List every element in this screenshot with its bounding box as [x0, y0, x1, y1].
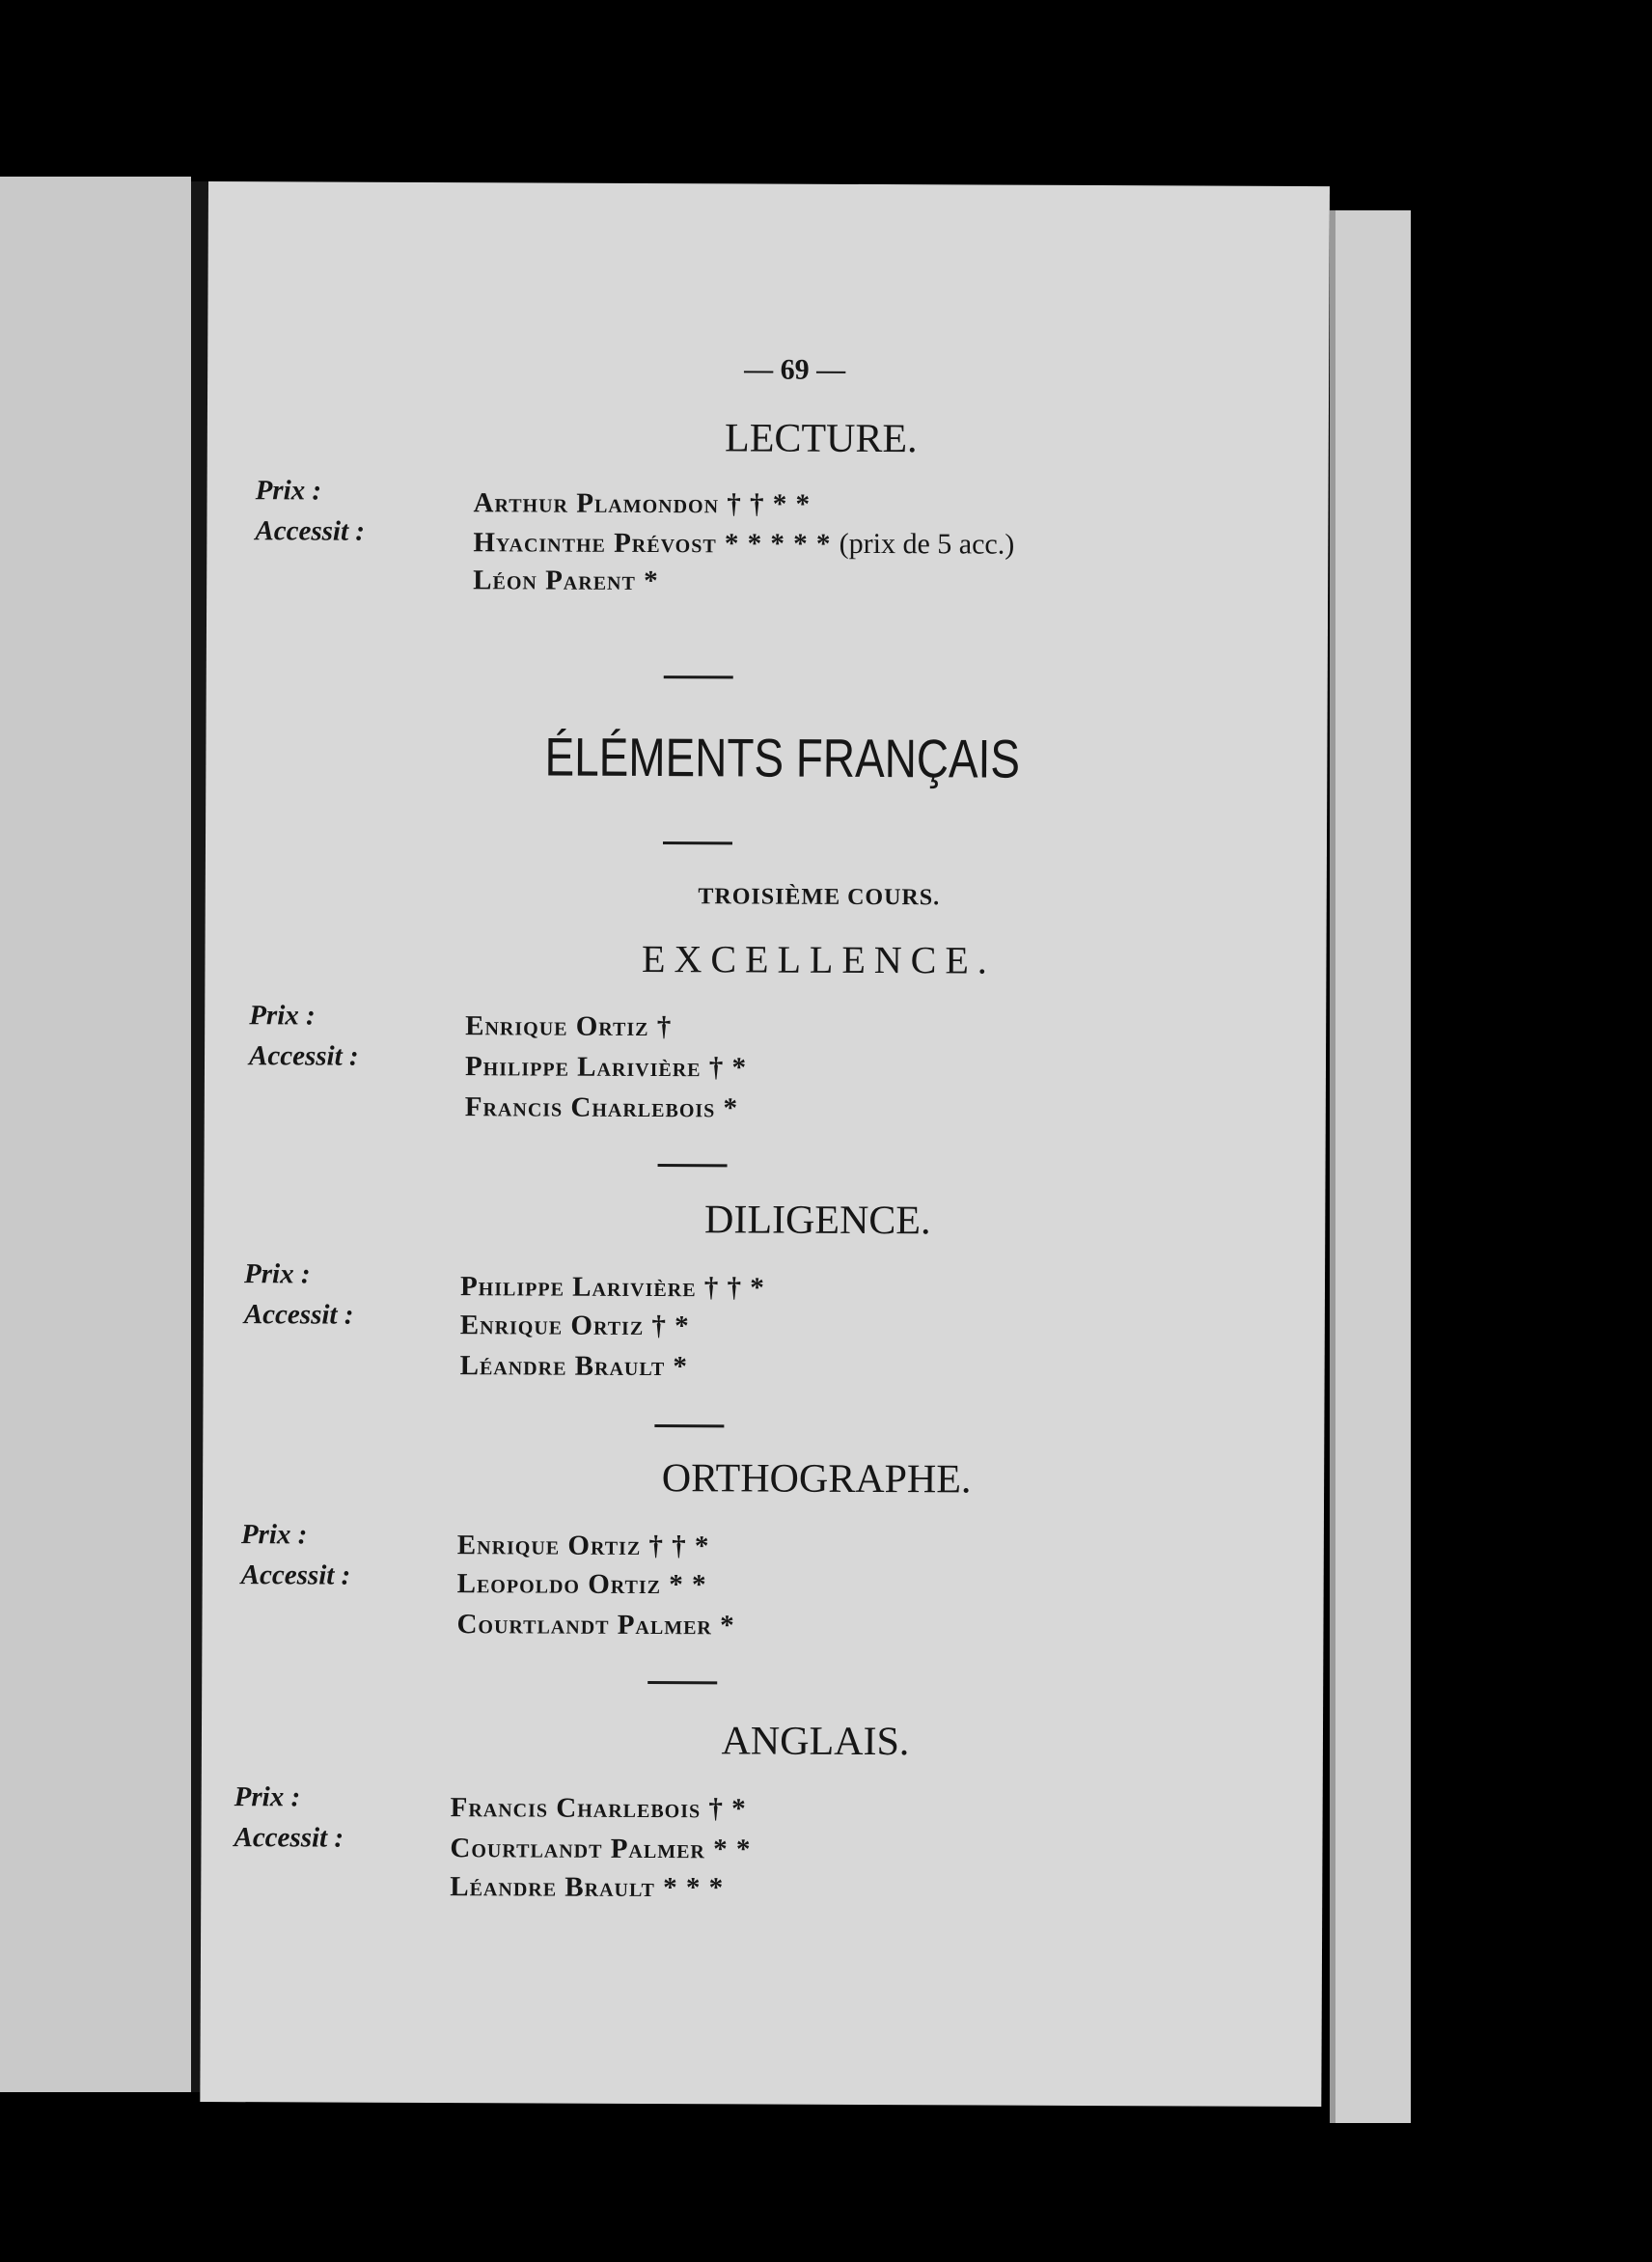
prize-name: Enrique Ortiz † [465, 1010, 673, 1043]
prize-note: (prix de 5 acc.) [839, 527, 1015, 561]
prize-label: Prix : [243, 1258, 311, 1290]
course-subtitle: TROISIÈME COURS. [698, 884, 941, 911]
divider [663, 841, 732, 844]
section-title-excellence: EXCELLENCE. [642, 936, 996, 982]
prize-label: Prix : [240, 1519, 308, 1551]
accessit-label: Accessit : [243, 1299, 354, 1331]
accessit-name-2: Léandre Brault * [459, 1350, 689, 1383]
accessit-label: Accessit : [248, 1040, 359, 1072]
main-heading: ÉLÉMENTS FRANÇAIS [544, 726, 1021, 789]
accessit-name-1: Enrique Ortiz † * [459, 1310, 690, 1342]
accessit-name-2: Léandre Brault * * * [450, 1871, 725, 1904]
accessit-label: Accessit : [240, 1559, 351, 1591]
facing-page-edge [0, 177, 191, 2092]
section-title-orthographe: ORTHOGRAPHE. [661, 1456, 972, 1503]
prize-label: Prix : [255, 475, 322, 507]
prize-label: Prix : [234, 1781, 301, 1813]
accessit-name-2: Léon Parent * [473, 565, 659, 597]
prize-name: Francis Charlebois † * [450, 1792, 747, 1825]
prize-name: Philippe Larivière † † * [459, 1271, 765, 1304]
prize-name: Enrique Ortiz † † * [456, 1530, 710, 1562]
accessit-name-2: Francis Charlebois * [464, 1091, 739, 1124]
section-title-anglais: ANGLAIS. [721, 1719, 910, 1765]
page-number: — 69 — [744, 353, 846, 386]
accessit-name-1: Courtlandt Palmer * * [450, 1833, 752, 1865]
prize-name: Arthur Plamondon † † * * [473, 487, 812, 520]
divider [664, 676, 733, 678]
divider [658, 1164, 728, 1167]
divider [654, 1424, 724, 1427]
accessit-label: Accessit : [234, 1822, 344, 1854]
page-fore-edge [1330, 210, 1411, 2123]
accessit-name-1: Philippe Larivière † * [464, 1051, 748, 1084]
book-page [200, 181, 1330, 2107]
accessit-name-2: Courtlandt Palmer * [456, 1609, 735, 1641]
accessit-label: Accessit : [255, 515, 366, 547]
prize-label: Prix : [249, 1000, 316, 1032]
divider [647, 1681, 717, 1684]
accessit-name-1: Leopoldo Ortiz * * [456, 1568, 707, 1601]
section-title-diligence: DILIGENCE. [703, 1198, 931, 1244]
section-title-lecture: LECTURE. [724, 416, 918, 462]
accessit-name-1: Hyacinthe Prévost * * * * * (prix de 5 acc.) [473, 527, 1015, 561]
